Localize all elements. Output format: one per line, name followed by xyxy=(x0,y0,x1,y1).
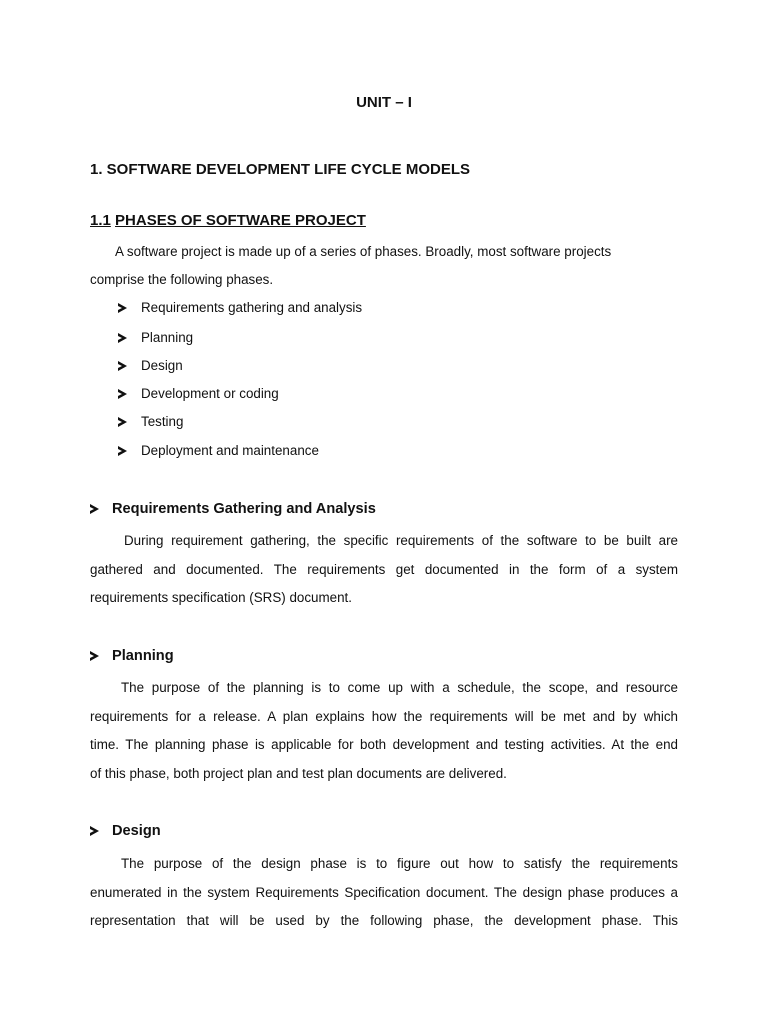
design-paragraph xyxy=(90,850,678,936)
section-heading xyxy=(90,212,366,229)
requirements-heading-text: Requirements Gathering and Analysis xyxy=(112,501,376,517)
paragraph-line: time. The planning phase is applicable for both development and testing activities. At the end xyxy=(90,737,678,752)
design-heading xyxy=(90,823,161,839)
planning-heading xyxy=(90,648,174,664)
intro-line-2: comprise the following phases. xyxy=(90,272,274,287)
phase-label: Design xyxy=(141,358,183,373)
phase-label: Requirements gathering and analysis xyxy=(141,300,363,315)
arrow-bullet-icon xyxy=(118,446,127,456)
intro-line-1: A software project is made up of a series of phases. Broadly, most software projects xyxy=(115,244,612,259)
paragraph-line: gathered and documented. The requirements get documented in the form of a system xyxy=(90,561,678,577)
paragraph-line: requirements for a release. A plan explains how the requirements will be met and by which xyxy=(90,708,678,724)
arrow-bullet-icon xyxy=(90,504,99,514)
requirements-paragraph xyxy=(90,527,678,613)
paragraph-line: requirements specification (SRS) document. xyxy=(90,590,352,605)
section-number: 1.1 xyxy=(90,212,111,229)
list-item xyxy=(118,414,183,429)
phase-label: Deployment and maintenance xyxy=(141,443,319,458)
list-item xyxy=(118,358,183,373)
paragraph-line: enumerated in the system Requirements Specification document. The design phase produces a xyxy=(90,884,678,900)
paragraph-line: of this phase, both project plan and test plan documents are delivered. xyxy=(90,765,507,781)
paragraph-line: During requirement gathering, the specific requirements of the software to be built are xyxy=(124,533,678,548)
list-item xyxy=(118,300,362,315)
arrow-bullet-icon xyxy=(90,826,99,836)
unit-title: UNIT – I xyxy=(356,94,412,111)
phase-label: Testing xyxy=(141,414,184,429)
list-item xyxy=(118,330,193,345)
arrow-bullet-icon xyxy=(90,651,99,661)
list-item xyxy=(118,443,319,458)
arrow-bullet-icon xyxy=(118,333,127,343)
phase-label: Development or coding xyxy=(141,386,279,401)
phase-label: Planning xyxy=(141,330,194,345)
design-heading-text: Design xyxy=(112,823,161,839)
requirements-heading xyxy=(90,501,376,517)
arrow-bullet-icon xyxy=(118,389,127,399)
planning-paragraph xyxy=(90,674,678,788)
arrow-bullet-icon xyxy=(118,303,127,313)
paragraph-line: representation that will be used by the following phase, the development phase. This xyxy=(90,913,678,928)
paragraph-line: The purpose of the planning is to come up with a schedule, the scope, and resource xyxy=(121,680,678,695)
arrow-bullet-icon xyxy=(118,417,127,427)
arrow-bullet-icon xyxy=(118,361,127,371)
chapter-heading: 1. SOFTWARE DEVELOPMENT LIFE CYCLE MODELS xyxy=(90,161,471,178)
list-item xyxy=(118,386,279,401)
planning-heading-text: Planning xyxy=(112,648,174,664)
section-title: PHASES OF SOFTWARE PROJECT xyxy=(115,212,366,229)
paragraph-line: The purpose of the design phase is to figure out how to satisfy the requirements xyxy=(121,856,678,871)
